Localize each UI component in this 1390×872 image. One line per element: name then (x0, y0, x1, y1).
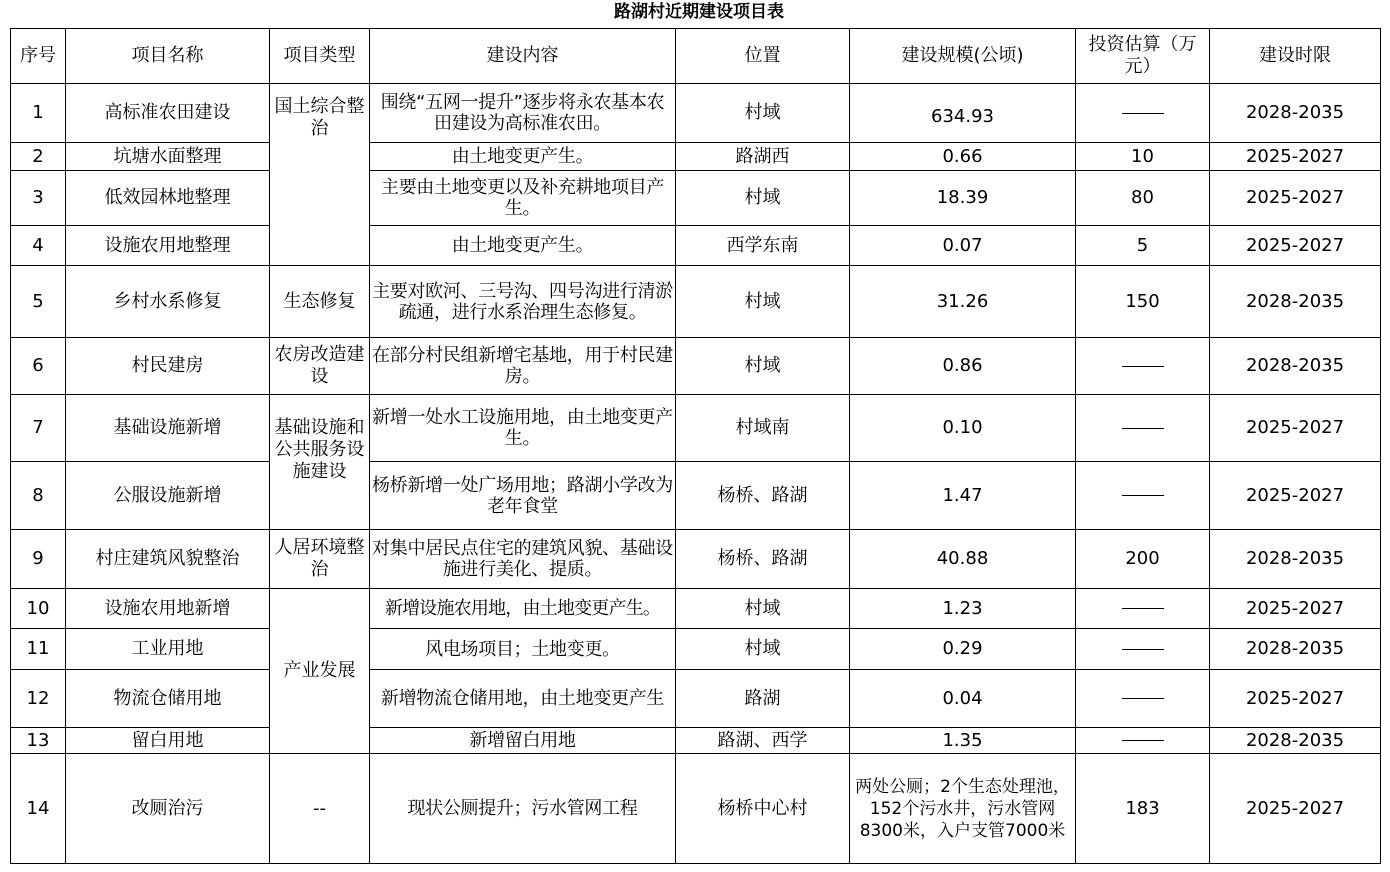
cell-invest: 183 (1076, 754, 1210, 864)
dash-mark (1122, 428, 1164, 429)
cell-seq: 8 (11, 462, 66, 530)
cell-name: 村庄建筑风貌整治 (66, 530, 270, 589)
cell-invest: 10 (1076, 143, 1210, 171)
cell-location: 西学东南 (676, 226, 850, 266)
header-row (11, 29, 1381, 84)
cell-type-land (270, 84, 370, 266)
cell-content: 新增物流仓储用地，由土地变更产生 (370, 670, 676, 728)
cell-period: 2028-2035 (1210, 338, 1381, 395)
cell-type-industry: 产业发展 (270, 589, 370, 754)
cell-content: 风电场项目；土地变更。 (370, 629, 676, 670)
cell-scale: 0.04 (850, 670, 1076, 728)
cell-invest: 80 (1076, 171, 1210, 226)
table-row (11, 629, 1381, 670)
cell-location: 村域 (676, 629, 850, 670)
cell-location: 村域 (676, 84, 850, 143)
cell-seq: 9 (11, 530, 66, 589)
cell-seq: 6 (11, 338, 66, 395)
table-row (11, 143, 1381, 171)
cell-invest: 150 (1076, 266, 1210, 338)
cell-location: 村域 (676, 266, 850, 338)
cell-content: 杨桥新增一处广场用地；路湖小学改为老年食堂 (370, 462, 676, 530)
header-invest: 投资估算（万元） (1076, 29, 1210, 84)
cell-period: 2028-2035 (1210, 266, 1381, 338)
cell-location: 村域南 (676, 395, 850, 462)
header-content: 建设内容 (370, 29, 676, 84)
cell-location: 村域 (676, 171, 850, 226)
cell-content: 主要由土地变更以及补充耕地项目产生。 (370, 171, 676, 226)
cell-period: 2025-2027 (1210, 171, 1381, 226)
cell-location: 村域 (676, 589, 850, 629)
cell-invest (1076, 728, 1210, 754)
cell-scale: 634.93 (850, 84, 1076, 143)
cell-name: 乡村水系修复 (66, 266, 270, 338)
cell-seq: 13 (11, 728, 66, 754)
cell-type-none: -- (270, 754, 370, 864)
cell-name: 设施农用地整理 (66, 226, 270, 266)
header-location: 位置 (676, 29, 850, 84)
cell-name: 基础设施新增 (66, 395, 270, 462)
header-type: 项目类型 (270, 29, 370, 84)
table-row (11, 530, 1381, 589)
cell-name: 留白用地 (66, 728, 270, 754)
header-scale: 建设规模(公顷) (850, 29, 1076, 84)
cell-location: 路湖西 (676, 143, 850, 171)
cell-invest (1076, 462, 1210, 530)
dash-mark (1122, 113, 1164, 114)
cell-type-living: 人居环境整治 (270, 530, 370, 589)
project-table (10, 28, 1381, 864)
cell-scale: 31.26 (850, 266, 1076, 338)
cell-period: 2025-2027 (1210, 462, 1381, 530)
cell-location: 村域 (676, 338, 850, 395)
header-name: 项目名称 (66, 29, 270, 84)
table-row (11, 266, 1381, 338)
cell-period: 2025-2027 (1210, 754, 1381, 864)
cell-scale: 两处公厕；2个生态处理池，152个污水井，污水管网8300米，入户支管7000米 (850, 754, 1076, 864)
cell-location: 杨桥、路湖 (676, 462, 850, 530)
cell-scale: 1.47 (850, 462, 1076, 530)
cell-location: 杨桥、路湖 (676, 530, 850, 589)
dash-mark (1122, 740, 1164, 741)
table-row (11, 728, 1381, 754)
table-row (11, 226, 1381, 266)
header-seq: 序号 (11, 29, 66, 84)
cell-location: 路湖 (676, 670, 850, 728)
cell-name: 公服设施新增 (66, 462, 270, 530)
cell-invest (1076, 670, 1210, 728)
cell-content: 新增一处水工设施用地，由土地变更产生。 (370, 395, 676, 462)
dash-mark (1122, 495, 1164, 496)
table-row (11, 589, 1381, 629)
cell-invest: 200 (1076, 530, 1210, 589)
cell-location: 路湖、西学 (676, 728, 850, 754)
header-period: 建设时限 (1210, 29, 1381, 84)
cell-seq: 7 (11, 395, 66, 462)
cell-content: 在部分村民组新增宅基地，用于村民建房。 (370, 338, 676, 395)
cell-content: 新增设施农用地，由土地变更产生。 (370, 589, 676, 629)
cell-name: 低效园林地整理 (66, 171, 270, 226)
cell-name: 工业用地 (66, 629, 270, 670)
dash-mark (1122, 698, 1164, 699)
cell-content: 由土地变更产生。 (370, 226, 676, 266)
cell-seq: 10 (11, 589, 66, 629)
cell-name: 设施农用地新增 (66, 589, 270, 629)
table-row (11, 670, 1381, 728)
cell-invest (1076, 84, 1210, 143)
cell-seq: 4 (11, 226, 66, 266)
cell-name: 高标准农田建设 (66, 84, 270, 143)
cell-scale: 1.35 (850, 728, 1076, 754)
cell-period: 2025-2027 (1210, 395, 1381, 462)
cell-period: 2028-2035 (1210, 530, 1381, 589)
type-label: 国土综合整治 (274, 96, 365, 139)
table-row (11, 338, 1381, 395)
cell-period: 2025-2027 (1210, 226, 1381, 266)
cell-content: 现状公厕提升；污水管网工程 (370, 754, 676, 864)
cell-seq: 14 (11, 754, 66, 864)
cell-scale: 40.88 (850, 530, 1076, 589)
cell-scale: 0.07 (850, 226, 1076, 266)
cell-invest (1076, 395, 1210, 462)
cell-type-housing: 农房改造建设 (270, 338, 370, 395)
table-title: 路湖村近期建设项目表 (614, 2, 784, 22)
cell-seq: 12 (11, 670, 66, 728)
cell-scale: 0.86 (850, 338, 1076, 395)
cell-name: 物流仓储用地 (66, 670, 270, 728)
table-row (11, 395, 1381, 462)
cell-type-eco: 生态修复 (270, 266, 370, 338)
cell-period: 2025-2027 (1210, 589, 1381, 629)
cell-content: 新增留白用地 (370, 728, 676, 754)
table-row (11, 84, 1381, 143)
cell-invest (1076, 338, 1210, 395)
cell-scale: 0.29 (850, 629, 1076, 670)
cell-scale: 1.23 (850, 589, 1076, 629)
cell-seq: 1 (11, 84, 66, 143)
cell-period: 2025-2027 (1210, 670, 1381, 728)
dash-mark (1122, 649, 1164, 650)
cell-period: 2028-2035 (1210, 84, 1381, 143)
cell-period: 2025-2027 (1210, 143, 1381, 171)
cell-period: 2028-2035 (1210, 728, 1381, 754)
cell-name: 村民建房 (66, 338, 270, 395)
cell-seq: 2 (11, 143, 66, 171)
cell-invest (1076, 629, 1210, 670)
table-row (11, 754, 1381, 864)
cell-seq: 11 (11, 629, 66, 670)
cell-scale: 0.66 (850, 143, 1076, 171)
table-row (11, 171, 1381, 226)
dash-mark (1122, 608, 1164, 609)
cell-name: 改厕治污 (66, 754, 270, 864)
cell-name: 坑塘水面整理 (66, 143, 270, 171)
cell-invest (1076, 589, 1210, 629)
table-row (11, 462, 1381, 530)
cell-period: 2028-2035 (1210, 629, 1381, 670)
cell-scale: 18.39 (850, 171, 1076, 226)
cell-scale: 0.10 (850, 395, 1076, 462)
cell-location: 杨桥中心村 (676, 754, 850, 864)
cell-content: 围绕“五网一提升”逐步将永农基本农田建设为高标准农田。 (370, 84, 676, 143)
dash-mark (1122, 366, 1164, 367)
cell-invest: 5 (1076, 226, 1210, 266)
cell-type-infra: 基础设施和公共服务设施建设 (270, 395, 370, 530)
cell-content: 对集中居民点住宅的建筑风貌、基础设施进行美化、提质。 (370, 530, 676, 589)
cell-seq: 3 (11, 171, 66, 226)
cell-content: 由土地变更产生。 (370, 143, 676, 171)
cell-seq: 5 (11, 266, 66, 338)
cell-content: 主要对欧河、三号沟、四号沟进行清淤疏通，进行水系治理生态修复。 (370, 266, 676, 338)
